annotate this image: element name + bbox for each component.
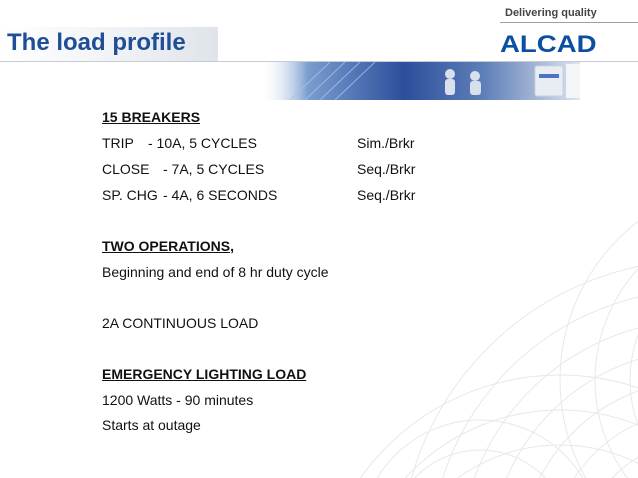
header-banner-image (260, 62, 580, 100)
continuous-load-text: 2A CONTINUOUS LOAD (102, 315, 259, 331)
emergency-heading: EMERGENCY LIGHTING LOAD (102, 366, 307, 382)
breaker-spec: - 4A, 6 SECONDS (163, 187, 278, 203)
tagline-divider (500, 22, 638, 23)
tagline: Delivering quality (505, 7, 597, 19)
breaker-name: TRIP (102, 135, 134, 151)
breaker-type: Seq./Brkr (357, 161, 416, 177)
page-title: The load profile (7, 29, 186, 56)
breaker-name: CLOSE (102, 161, 150, 177)
breakers-heading: 15 BREAKERS (102, 109, 201, 125)
operations-heading: TWO OPERATIONS, (102, 238, 234, 254)
breaker-spec: - 10A, 5 CYCLES (148, 135, 257, 151)
operations-text: Beginning and end of 8 hr duty cycle (102, 264, 329, 280)
company-logo: ALCAD (500, 31, 597, 58)
emergency-line: Starts at outage (102, 417, 201, 433)
emergency-line: 1200 Watts - 90 minutes (102, 392, 254, 408)
breaker-type: Seq./Brkr (357, 187, 416, 203)
breaker-type: Sim./Brkr (357, 135, 415, 151)
breaker-name: SP. CHG (102, 187, 158, 203)
breaker-spec: - 7A, 5 CYCLES (163, 161, 265, 177)
